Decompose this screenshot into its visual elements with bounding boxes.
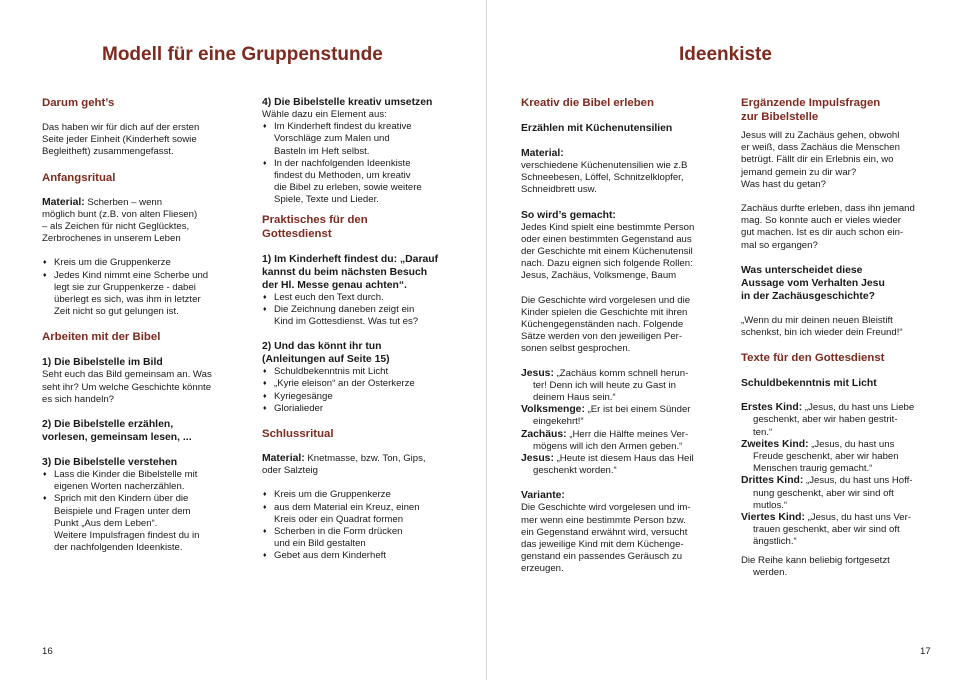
bullet-list xyxy=(262,121,472,206)
page-title: Ideenkiste xyxy=(679,44,772,65)
text-line: Schneebesen, Löffel, Schnitzelklopfer, xyxy=(521,172,684,184)
question-heading: Aussage vom Verhalten Jesu xyxy=(741,277,885,289)
item-line: Kreis um die Gruppenkerze xyxy=(54,257,171,269)
item-line: Im Kinderheft findest du kreative xyxy=(274,121,412,133)
step-heading: (Anleitungen auf Seite 15) xyxy=(262,354,390,366)
section-heading-texte: Texte für den Gottesdienst xyxy=(741,352,885,365)
section-heading-impulsfragen: Ergänzende Impulsfragen xyxy=(741,97,881,109)
material-text: Scherben – wenn xyxy=(84,196,163,208)
page-number: 16 xyxy=(42,646,53,657)
dialog-text: „Er ist bei einem Sünder xyxy=(584,404,691,416)
speaker-label: Erstes Kind: xyxy=(741,402,803,414)
step-heading: 2) Und das könnt ihr tun xyxy=(262,341,382,353)
section-heading-darum: Darum geht’s xyxy=(42,97,115,109)
item-line: eigenen Worten nacherzählen. xyxy=(54,481,185,493)
sub-heading: Schuldbekenntnis mit Licht xyxy=(741,378,877,390)
text-line: Sätze werden von den jeweiligen Per- xyxy=(521,331,683,343)
item-line: werden. xyxy=(753,566,788,578)
text-line: Jesus, Zachäus, Volksmenge, Baum xyxy=(521,270,677,282)
dialog-line xyxy=(521,429,721,453)
dialog-text: „Jesus, du hast uns Hoff- xyxy=(803,475,913,487)
text-line: Schneidbrett usw. xyxy=(521,184,597,196)
item-line: Zeit nicht so gut gelungen ist. xyxy=(54,306,179,318)
item-line: In der nachfolgenden Ideenkiste xyxy=(274,157,411,169)
material-line xyxy=(42,197,247,209)
item-line: Scherben in die Form drücken xyxy=(274,526,403,538)
step-heading: 1) Die Bibelstelle im Bild xyxy=(42,357,163,369)
dialog-text: „Jesus, du hast uns xyxy=(808,438,895,450)
text-line: mal so ergangen? xyxy=(741,239,818,251)
speaker-label: Volksmenge: xyxy=(521,404,585,416)
left-page xyxy=(0,0,486,680)
dialog-text: „Jesus, du hast uns Ver- xyxy=(804,512,912,524)
bullet-list xyxy=(262,366,472,415)
text-line: verschiedene Küchenutensilien wie z.B xyxy=(521,160,688,171)
text-line: seht ihr? Um welche Geschichte könnte xyxy=(42,381,212,393)
item-line: Jedes Kind nimmt eine Scherbe und xyxy=(54,269,209,281)
text-line: Jesus will zu Zachäus gehen, obwohl xyxy=(741,130,900,141)
dialog-text: nung geschenkt, aber wir sind oft xyxy=(753,487,894,499)
dialog-text: ängstlich.“ xyxy=(753,536,797,548)
item-line: Weitere Impulsfragen findest du in xyxy=(54,530,200,542)
item-line: Gebet aus dem Kinderheft xyxy=(274,550,386,562)
text-line: – als Zeichen für nicht Geglücktes, xyxy=(42,221,190,233)
section-heading-praktisch: Gottesdienst xyxy=(262,227,332,240)
list-item xyxy=(42,270,247,319)
text-line: Seite jeder Einheit (Kinderheft sowie xyxy=(42,134,197,146)
speaker-label: Jesus: xyxy=(521,453,554,465)
page-title: Modell für eine Gruppenstunde xyxy=(102,44,383,65)
quote-line: „Wenn du mir deinen neuen Bleistift xyxy=(741,314,893,326)
item-line: Lest euch den Text durch. xyxy=(274,291,384,303)
material-text: Knetmasse, bzw. Ton, Gips, xyxy=(304,453,426,465)
item-line: überlegt es sich, was ihm in letzter xyxy=(54,294,201,306)
page-spine xyxy=(486,0,487,680)
item-line: Sprich mit den Kindern über die xyxy=(54,493,189,505)
bullet-list xyxy=(262,292,472,329)
speaker-label: Jesus: xyxy=(521,367,554,379)
bullet-list xyxy=(42,257,247,318)
item-line: „Kyrie eleison“ an der Osterkerze xyxy=(274,378,415,390)
dialog-text: geschenkt, aber wir haben gestrit- xyxy=(753,414,898,426)
item-line: Kreis um die Gruppenkerze xyxy=(274,489,391,501)
item-line: Spiele, Texte und Lieder. xyxy=(274,194,379,206)
item-line: findest du Methoden, um kreativ xyxy=(274,170,411,182)
item-line: der nachfolgenden Ideenkiste. xyxy=(54,542,183,554)
material-label: Material: xyxy=(262,453,305,465)
text-line: es sich handeln? xyxy=(42,393,115,405)
text-line: oder einen bestimmten Gegenstand aus xyxy=(521,233,692,245)
text-line: Die Geschichte wird vorgelesen und die xyxy=(521,294,691,306)
text-line xyxy=(741,555,941,579)
question-heading: in der Zachäusgeschichte? xyxy=(741,290,875,302)
step-heading: 4) Die Bibelstelle kreativ umsetzen xyxy=(262,97,433,108)
dialog-line xyxy=(521,368,721,405)
text-line: betrügt. Fällt dir ein Erlebnis ein, wo xyxy=(741,154,894,166)
dialog-text: „Heute ist diesem Haus das Heil xyxy=(553,453,694,465)
list-item xyxy=(262,378,472,390)
text-line: nach. Dazu eignen sich folgende Rollen: xyxy=(521,258,693,270)
text-line: er weiß, dass Zachäus die Menschen xyxy=(741,142,900,154)
text-line: Jedes Kind spielt eine bestimmte Person xyxy=(521,221,695,233)
text-line: der Geschichte mit einem Küchenutensil xyxy=(521,246,693,258)
step-heading: vorlesen, gemeinsam lesen, ... xyxy=(42,432,192,444)
text-line: das jeweilige Kind mit dem Küchenge- xyxy=(521,539,684,551)
item-line: Punkt „Aus dem Leben“. xyxy=(54,517,158,529)
item-line: Kyriegesänge xyxy=(274,390,333,402)
section-heading-schlussritual: Schlussritual xyxy=(262,428,334,441)
dialog-line xyxy=(741,475,941,512)
dialog-text: „Herr die Hälfte meines Ver- xyxy=(566,428,689,440)
section-heading-praktisch: Praktisches für den xyxy=(262,213,368,226)
right-column-2 xyxy=(741,96,941,579)
material-line xyxy=(262,453,472,465)
list-item xyxy=(262,366,472,378)
list-item xyxy=(262,489,472,501)
bullet-list xyxy=(42,469,247,554)
item-line: Beispiele und Fragen unter dem xyxy=(54,505,191,517)
speaker-label: Viertes Kind: xyxy=(741,512,805,524)
list-item xyxy=(262,292,472,304)
dialog-text: mögens will ich den Armen geben.“ xyxy=(533,440,683,452)
list-item xyxy=(262,403,472,415)
section-heading-anfangsritual: Anfangsritual xyxy=(42,171,116,184)
text-line: Die Geschichte wird vorgelesen und im- xyxy=(521,502,691,514)
list-item xyxy=(262,502,472,526)
text-line: Was hast du getan? xyxy=(741,178,826,190)
dialog-text: Menschen traurig gemacht.“ xyxy=(753,463,873,475)
right-column-1 xyxy=(521,96,721,576)
dialog-text: ter! Denn ich will heute zu Gast in xyxy=(533,379,676,391)
dialog-line xyxy=(741,402,941,439)
dialog-line xyxy=(741,512,941,549)
text-line: gut machen. Ist es dir auch schon ein- xyxy=(741,227,904,239)
dialog-text: „Zachäus komm schnell herun- xyxy=(553,367,689,379)
list-item xyxy=(262,391,472,403)
dialog-text: geschenkt worden.“ xyxy=(533,465,617,477)
dialog-line xyxy=(521,453,721,477)
speaker-label: Zachäus: xyxy=(521,428,567,440)
text-line: erzeugen. xyxy=(521,563,564,575)
list-item xyxy=(262,304,472,328)
left-column-2 xyxy=(262,96,472,563)
text-line: mer wenn eine bestimmte Person bzw. xyxy=(521,514,686,526)
sub-heading: Variante: xyxy=(521,490,565,502)
list-item xyxy=(262,526,472,550)
text-line: Zachäus durfte erleben, dass ihn jemand xyxy=(741,203,915,215)
item-line: Vorschläge zum Malen und xyxy=(274,133,390,145)
quote-line: schenkst, bin ich wieder dein Freund!“ xyxy=(741,327,903,339)
left-column-1 xyxy=(42,96,247,554)
section-heading-bibel: Arbeiten mit der Bibel xyxy=(42,331,161,344)
item-line: Basteln im Heft selbst. xyxy=(274,145,370,157)
sub-heading: Material: xyxy=(521,148,564,159)
text-line: mag. So konnte auch er vieles wieder xyxy=(741,215,901,227)
section-heading-impulsfragen: zur Bibelstelle xyxy=(741,111,819,123)
item-line: Die Zeichnung daneben zeigt ein xyxy=(274,303,415,315)
question-heading: Was unterscheidet diese xyxy=(741,264,863,276)
step-heading: der Hl. Messe genau achten“. xyxy=(262,279,407,291)
list-item xyxy=(42,469,247,493)
list-item xyxy=(42,493,247,554)
dialog-text: eingekehrt!“ xyxy=(533,416,584,428)
dialog-text: Freude geschenkt, aber wir haben xyxy=(753,451,899,463)
dialog-line xyxy=(741,439,941,476)
list-item xyxy=(262,550,472,562)
text-line: Küchengegenständen nach. Folgende xyxy=(521,319,684,331)
dialog-text: trauen geschenkt, aber wir sind oft xyxy=(753,524,900,536)
step-heading: 2) Die Bibelstelle erzählen, xyxy=(42,419,174,431)
dialog-text: mutlos.“ xyxy=(753,499,788,511)
text-line: möglich bunt (z.B. von alten Fliesen) xyxy=(42,208,198,220)
item-line: Die Reihe kann beliebig fortgesetzt xyxy=(741,554,890,566)
dialog-text: deinem Haus sein.“ xyxy=(533,392,616,404)
item-line: Schuldbekenntnis mit Licht xyxy=(274,366,389,378)
dialog-line xyxy=(521,404,721,428)
item-line: die Bibel zu erleben, sowie weitere xyxy=(274,182,422,194)
text-line: jemand gemein zu dir war? xyxy=(741,166,857,178)
item-line: Kind im Gottesdienst. Was tut es? xyxy=(274,316,419,328)
list-item xyxy=(262,158,472,207)
sub-heading: Erzählen mit Küchenutensilien xyxy=(521,123,673,134)
sub-heading: So wird’s gemacht: xyxy=(521,209,616,221)
text-line: Kinder spielen die Geschichte mit ihren xyxy=(521,306,688,318)
list-item xyxy=(42,257,247,269)
text-line: Wähle dazu ein Element aus: xyxy=(262,109,387,120)
speaker-label: Zweites Kind: xyxy=(741,438,809,450)
item-line: Lass die Kinder die Bibelstelle mit xyxy=(54,469,198,481)
dialog-text: ten.“ xyxy=(753,426,773,438)
text-line: Zerbrochenes in unserem Leben xyxy=(42,233,181,245)
dialog-text: „Jesus, du hast uns Liebe xyxy=(802,402,915,414)
text-line: Seht euch das Bild gemeinsam an. Was xyxy=(42,369,212,381)
text-line: genstand ein passendes Geräusch zu xyxy=(521,551,683,563)
step-heading: 1) Im Kinderheft findest du: „Darauf xyxy=(262,253,439,265)
text-line: Das haben wir für dich auf der ersten xyxy=(42,122,200,133)
text-line: ein Gegenstand erwähnt wird, versucht xyxy=(521,526,688,538)
item-line: aus dem Material ein Kreuz, einen xyxy=(274,501,420,513)
item-line: Kreis oder ein Quadrat formen xyxy=(274,513,404,525)
right-page xyxy=(488,0,975,680)
step-heading: kannst du beim nächsten Besuch xyxy=(262,266,428,278)
text-line: sonen selbst gesprochen. xyxy=(521,343,631,355)
section-heading-kreativ: Kreativ die Bibel erleben xyxy=(521,97,654,109)
item-line: legt sie zur Gruppenkerze - dabei xyxy=(54,281,196,293)
material-label: Material: xyxy=(42,196,85,208)
list-item xyxy=(262,121,472,158)
item-line: und ein Bild gestalten xyxy=(274,538,366,550)
step-heading: 3) Die Bibelstelle verstehen xyxy=(42,457,178,469)
speaker-label: Drittes Kind: xyxy=(741,475,804,487)
page-number: 17 xyxy=(920,646,931,657)
item-line: Glorialieder xyxy=(274,402,324,414)
bullet-list xyxy=(262,489,472,562)
text-line: oder Salzteig xyxy=(262,465,318,477)
text-line: Begleitheft) zusammengefasst. xyxy=(42,146,174,158)
